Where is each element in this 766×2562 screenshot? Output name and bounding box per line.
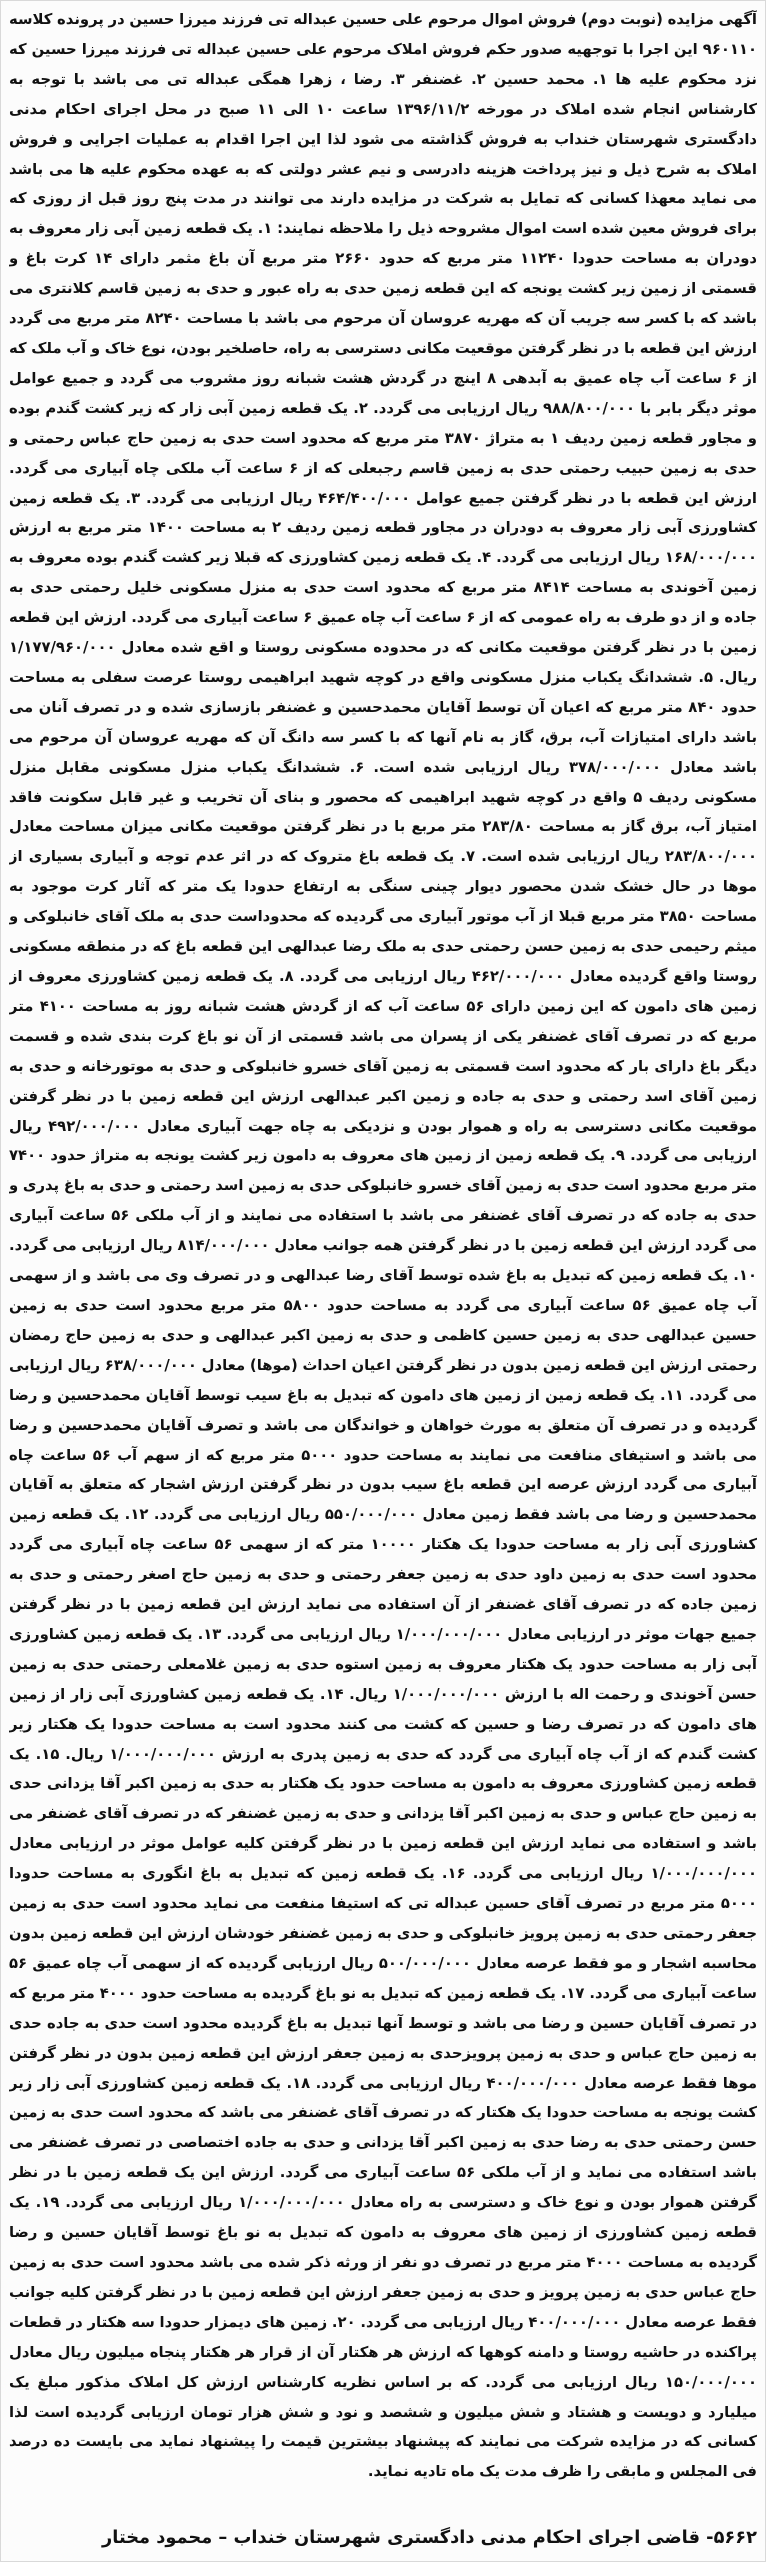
notice-signature: ۵۶۶۲- قاضی اجرای احکام مدنی دادگستری شهرستان خنداب – محمود مختار xyxy=(102,2527,757,2548)
notice-body xyxy=(9,5,757,2517)
notice-body-text: آگهی مزایده (نوبت دوم) فروش اموال مرحوم علی حسین عبداله تی فرزند میرزا حسین در پرونده کلاسه ۹۶۰۱۱۰ این اجرا با توجهیه صدور حکم فروش املاک مرحوم علی حسین عبداله تی فرزند میرزا حسین که نزد محکوم علیه ها ۱. محمد حسین ۲. غضنفر ۳. رضا ، زهرا همگی عبداله تی می باشد با توجه به کارشناس انجام شده املاک در مورخه ۱۳۹۶/۱۱/۲ ساعت ۱۰ الی ۱۱ صبح در محل اجرای احکام مدنی دادگستری شهرستان خنداب به فروش گذاشته می شود لذا این اجرا اقدام به عملیات اجرایی و فروش املاک به شرح ذیل و نیز پرداخت هزینه دادرسی و نیم عشر دولتی که به عهده محکوم علیه ها می باشد می نماید معهذا کسانی که تمایل به شرکت در مزایده دارند می توانند در مدت پنج روز قبل از روزی که برای فروش معین شده است اموال مشروحه ذیل را ملاحظه نمایند: ۱. یک قطعه زمین آبی زار معروف به دودران به مساحت حدودا ۱۱۲۴۰ متر مربع که حدود ۲۶۶۰ متر مربع آن باغ مثمر دارای ۱۴ کرت باغ و قسمتی از زمین زیر کشت یونجه که این قطعه زمین حدی به راه عبور و حدی به زمین قاسم کلانتری می باشد که با کسر سه جریب آن که مهریه عروسان آن مرحوم می باشد با مساحت ۸۲۴۰ متر مربع می گردد ارزش این قطعه با در نظر گرفتن موقعیت مکانی دسترسی به راه، حاصلخیر بودن، نوع خاک و آب ملک که از ۶ ساعت آب چاه عمیق به آبدهی ۸ اینچ در گردش هشت شبانه روز مشروب می گردد و جمیع عوامل موثر دیگر بابر با ۹۸۸/۸۰۰/۰۰۰ ریال ارزیابی می گردد. ۲. یک قطعه زمین آبی زار که زیر کشت گندم بوده و مجاور قطعه زمین ردیف ۱ به متراژ ۳۸۷۰ متر مربع که محدود است حدی به زمین حاج عباس رحمتی و حدی به زمین حبیب رحمتی حدی به زمین قاسم رجبعلی که از ۶ ساعت آب ملکی چاه آبیاری می گردد. ارزش این قطعه با در نظر گرفتن جمیع عوامل ۴۶۴/۴۰۰/۰۰۰ ریال ارزیابی می گردد. ۳. یک قطعه زمین کشاورزی آبی زار معروف به دودران در مجاور قطعه زمین ردیف ۲ به مساحت ۱۴۰۰ متر مربع به ارزش ۱۶۸/۰۰۰/۰۰۰ ریال ارزیابی می گردد. ۴. یک قطعه زمین کشاورزی که قبلا زیر کشت گندم بوده معروف به زمین آخوندی به مساحت ۸۴۱۴ متر مربع که محدود است حدی به منزل مسکونی خلیل رحمتی حدی به جاده و از دو طرف به راه عمومی که از ۶ ساعت آب چاه عمیق ۶ ساعت آبیاری می گردد. ارزش این قطعه زمین با در نظر گرفتن موقعیت مکانی که در محدوده مسکونی روستا و اقع شده معادل ۱/۱۷۷/۹۶۰/۰۰۰ ریال. ۵. ششدانگ یکباب منزل مسکونی واقع در کوچه شهید ابراهیمی روستا عرصت سفلی به مساحت حدود ۸۴۰ متر مربع که اعیان آن توسط آقایان محمدحسین و غضنفر بازسازی شده و در تصرف آنان می باشد دارای امتیازات آب، برق، گاز به نام آنها که با کسر سه دانگ آن که مهریه عروسان آن مرحوم می باشد معادل ۳۷۸/۰۰۰/۰۰۰ ریال ارزیابی شده است. ۶. ششدانگ یکباب منزل مسکونی مقابل منزل مسکونی ردیف ۵ واقع در کوچه شهید ابراهیمی که محصور و بنای آن تخریب و غیر قابل سکونت فاقد امتیاز آب، برق گاز به مساحت ۲۸۳/۸۰ متر مربع با در نظر گرفتن موقعیت مکانی میزان مساحت معادل ۲۸۳/۸۰۰/۰۰۰ ریال ارزیابی شده است. ۷. یک قطعه باغ متروک که در اثر عدم توجه و آبیاری بسیاری از موها در حال خشک شدن محصور دیوار چینی سنگی به ارتفاع حدودا یک متر که آثار کرت موجود به مساحت ۳۸۵۰ متر مربع قبلا از آب موتور آبیاری می گردیده که محدوداست حدی به ملک آقای خانبلوکی و میثم رحیمی حدی به زمین حسن رحمتی حدی به ملک رضا عبدالهی این قطعه باغ که در منطقه مسکونی روستا واقع گردیده معادل ۴۶۲/۰۰۰/۰۰۰ ریال ارزیابی می گردد. ۸. یک قطعه زمین کشاورزی معروف از زمین های دامون که این زمین دارای ۵۶ ساعت آب که از گردش هشت شبانه روز به مساحت ۴۱۰۰ متر مربع که در تصرف آقای غضنفر یکی از پسران می باشد قسمتی از آن نو باغ کرت بندی شده و قسمت دیگر باغ دارای بار که محدود است قسمتی به زمین آقای خسرو خانبلوکی و حدی به موتورخانه و حدی به زمین آقای اسد رحمتی و حدی به جاده و زمین اکبر عبدالهی ارزش این قطعه زمین با در نظر گرفتن موقعیت مکانی دسترسی به راه و هموار بودن و نزدیکی به چاه جهت آبیاری معادل ۴۹۲/۰۰۰/۰۰۰ ریال ارزیابی می گردد. ۹. یک قطعه زمین از زمین های معروف به دامون زیر کشت یونجه به متراژ حدود ۷۴۰۰ متر مربع محدود است حدی به زمین آقای خسرو خانبلوکی حدی به زمین اسد رحمتی و حدی به باغ پدری و حدی به جاده که در تصرف آقای غضنفر می باشد با استفاده می نمایند و از آب ملکی ۵۶ ساعت آبیاری می گردد ارزش این قطعه زمین با در نظر گرفتن همه جوانب معادل ۸۱۴/۰۰۰/۰۰۰ ریال ارزیابی می گردد. ۱۰. یک قطعه زمین که تبدیل به باغ شده توسط آقای رضا عبدالهی و در تصرف وی می باشد و از سهمی آب چاه عمیق ۵۶ ساعت آبیاری می گردد به مساحت حدود ۵۸۰۰ متر مربع محدود است حدی به زمین حسین عبدالهی حدی به زمین حسین کاظمی و حدی به زمین اکبر عبدالهی و حدی به زمین حاج رمضان رحمتی ارزش این قطعه زمین بدون در نظر گرفتن اعیان احداث (موها) معادل ۶۳۸/۰۰۰/۰۰۰ ریال ارزیابی می گردد. ۱۱. یک قطعه زمین از زمین های دامون که تبدیل به باغ سیب توسط آقایان محمدحسین و رضا گردیده و در تصرف آن متعلق به مورث خواهان و خواندگان می باشد و تصرف آقایان محمدحسین و رضا می باشد و استیفای منافعت می نمایند به مساحت حدود ۵۰۰۰ متر مربع که از سهم آب ۵۶ ساعت چاه آبیاری می گردد ارزش عرصه این قطعه باغ سیب بدون در نظر گرفتن ارزش اشجار که متعلق به آقایان محمدحسین و رضا می باشد فقط زمین معادل ۵۵۰/۰۰۰/۰۰۰ ریال ارزیابی می گردد. ۱۲. یک قطعه زمین کشاورزی آبی زار به مساحت حدودا یک هکتار ۱۰۰۰۰ متر که از سهمی ۵۶ ساعت چاه آبیاری می گردد محدود است حدی به زمین داود حدی به زمین جعفر رحمتی و حدی به زمین حاج اصغر رحمتی و حدی به زمین جاده که در تصرف آقای غضنفر از آن استفاده می نماید ارزش این قطعه زمین با در نظر گرفتن جمیع جهات موثر در ارزیابی معادل ۱/۰۰۰/۰۰۰/۰۰۰ ریال ارزیابی می گردد. ۱۳. یک قطعه زمین کشاورزی آبی زار به مساحت حدود یک هکتار معروف به زمین استوه حدی به زمین غلامعلی رحمتی حدی به زمین حسن آخوندی و رحمت اله با ارزش ۱/۰۰۰/۰۰۰/۰۰۰ ریال. ۱۴. یک قطعه زمین کشاورزی آبی زار از زمین های دامون که در تصرف رضا و حسین که کشت می کنند محدود است به مساحت حدودا یک هکتار زیر کشت گندم که از آب چاه آبیاری می گردد که حدی به زمین پدری به ارزش ۱/۰۰۰/۰۰۰/۰۰۰ ریال. ۱۵. یک قطعه زمین کشاورزی معروف به دامون به مساحت حدود یک هکتار به حدی به زمین اکبر آقا یزدانی حدی به زمین حاج عباس و حدی به زمین اکبر آقا یزدانی و حدی به زمین غضنفر که در تصرف آقای غضنفر می باشد و استفاده می نماید ارزش این قطعه زمین با در نظر گرفتن کلیه عوامل موثر در ارزیابی معادل ۱/۰۰۰/۰۰۰/۰۰۰ ریال ارزیابی می گردد. ۱۶. یک قطعه زمین که تبدیل به باغ انگوری به مساحت حدودا ۵۰۰۰ متر مربع در تصرف آقای حسین عبداله تی که استیفا منفعت می نماید محدود است حدی به زمین جعفر رحمتی حدی به زمین پرویز خانبلوکی و حدی به زمین غضنفر خودشان ارزش این قطعه زمین بدون محاسبه اشجار و مو فقط عرصه معادل ۵۰۰/۰۰۰/۰۰۰ ریال ارزیابی گردیده که از سهمی آب چاه عمیق ۵۶ ساعت آبیاری می گردد. ۱۷. یک قطعه زمین که تبدیل به نو باغ گردیده به مساحت حدود ۴۰۰۰ متر مربع که در تصرف آقایان حسین و رضا می باشد و توسط آنها تبدیل به باغ گردیده محدود است حدی به جاده حدی به زمین حاج عباس و حدی به زمین پرویزحدی به زمین جعفر ارزش این قطعه زمین بدون در نظر گرفتن موها فقط عرصه معادل ۴۰۰/۰۰۰/۰۰۰ ریال ارزیابی می گردد. ۱۸. یک قطعه زمین کشاورزی آبی زار زیر کشت یونجه به مساحت حدودا یک هکتار که در تصرف آقای غضنفر می باشد که محدود است حدی به زمین حسن رحمتی حدی به رضا حدی به زمین اکبر آقا یزدانی و حدی به جاده اختصاصی در تصرف غضنفر می باشد استفاده می نماید و از آب ملکی ۵۶ ساعت آبیاری می گردد. ارزش این یک قطعه زمین با در نظر گرفتن هموار بودن و نوع خاک و دسترسی به راه معادل ۱/۰۰۰/۰۰۰/۰۰۰ ریال ارزیابی می گردد. ۱۹. یک قطعه زمین کشاورزی از زمین های معروف به دامون که تبدیل به نو باغ توسط آقایان حسین و رضا گردیده به مساحت ۴۰۰۰ متر مربع در تصرف دو نفر از ورثه ذکر شده می باشد محدود است حدی به زمین حاج عباس حدی به زمین پرویز و حدی به زمین جعفر ارزش این قطعه زمین با در نظر گرفتن کلیه جوانب فقط عرصه معادل ۴۰۰/۰۰۰/۰۰۰ ریال ارزیابی می گردد. ۲۰. زمین های دیمزار حدودا سه هکتار در قطعات پراکنده در حاشیه روستا و دامنه کوهها که ارزش هر هکتار آن از قرار هر هکتار پنجاه میلیون ریال معادل ۱۵۰/۰۰۰/۰۰۰ ریال ارزیابی می گردد. که بر اساس نظریه کارشناس ارزش کل املاک مذکور مبلغ یک میلیارد و دویست و هشتاد و شش میلیون و ششصد و نود و شش هزار تومان ارزیابی گردیده است لذا کسانی که در مزایده شرکت می نمایند که پیشنهاد بیشترین قیمت را پیشنهاد نماید می بایست ده درصد فی المجلس و مابقی را ظرف مدت یک ماه تادیه نماید. xyxy=(9,11,757,2481)
